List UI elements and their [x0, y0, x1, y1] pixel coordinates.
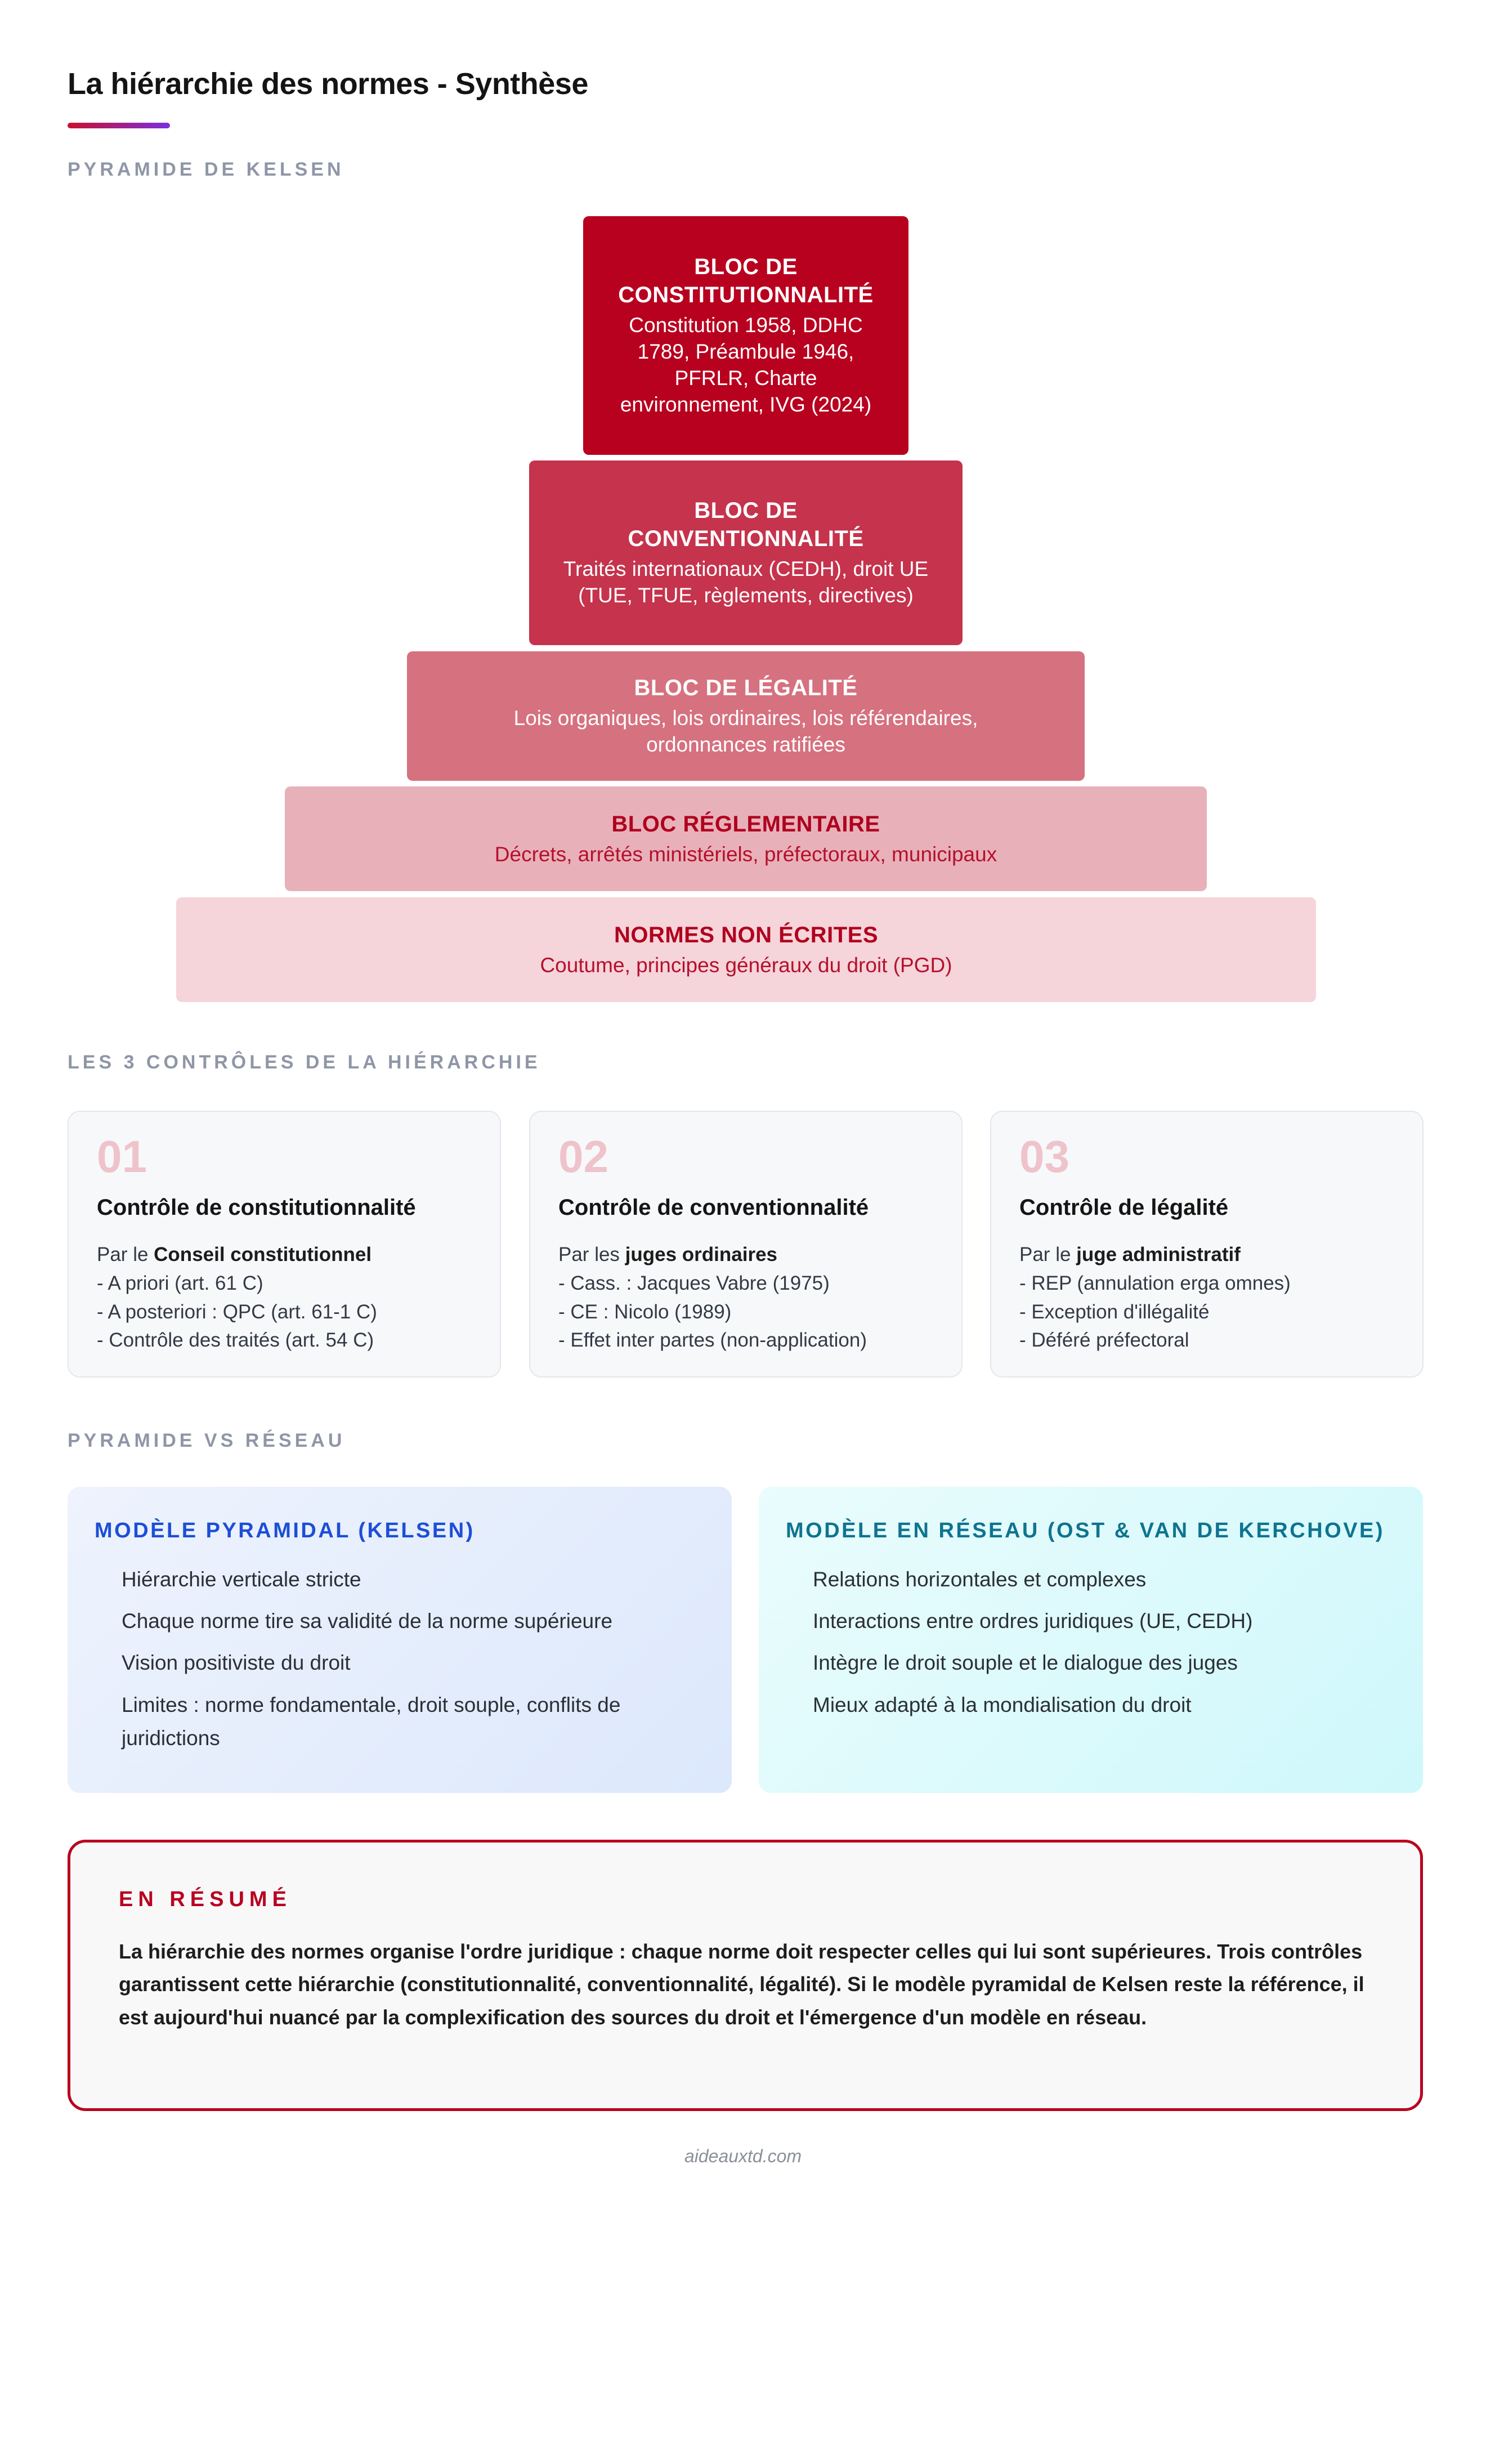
model-list	[786, 1563, 1396, 1721]
card-title: Contrôle de légalité	[1019, 1195, 1229, 1220]
card-intro-bold: juge administratif	[1076, 1244, 1241, 1265]
card-title: Contrôle de constitutionnalité	[97, 1195, 416, 1220]
card-intro-bold: Conseil constitutionnel	[154, 1244, 372, 1265]
card-line: - CE : Nicolo (1989)	[558, 1300, 732, 1323]
model-title: MODÈLE PYRAMIDAL (KELSEN)	[95, 1519, 475, 1542]
section-label-controls: LES 3 CONTRÔLES DE LA HIÉRARCHIE	[68, 1052, 541, 1073]
list-item: Intègre le droit souple et le dialogue des juges	[813, 1651, 1238, 1675]
tier-description: Coutume, principes généraux du droit (PGD)	[540, 953, 952, 977]
card-intro: Par le Conseil constitutionnel	[97, 1244, 372, 1265]
list-item: Interactions entre ordres juridiques (UE, CEDH)	[813, 1609, 1253, 1633]
summary-text: La hiérarchie des normes organise l'ordre juridique : chaque norme doit respecter celles qui lui sont supérieures. Trois contrôles garantissent cette hiérarchie (constitutionnalité, conventionnalité, légalité). Si le modèle pyramidal de Kelsen reste la référence, il est aujourd'hui nuancé par la complexification des sources du droit et l'émergence d'un modèle en réseau.	[119, 1940, 1364, 2029]
model-title: MODÈLE EN RÉSEAU (OST & VAN DE KERCHOVE)	[786, 1519, 1385, 1542]
tier-title: BLOC DE CONVENTIONNALITÉ	[628, 498, 864, 552]
pyramid-tier-non-ecrites	[176, 897, 1316, 1002]
list-item: Relations horizontales et complexes	[813, 1568, 1147, 1591]
card-line: - A priori (art. 61 C)	[97, 1272, 263, 1294]
card-line: - REP (annulation erga omnes)	[1019, 1272, 1291, 1294]
tier-title: NORMES NON ÉCRITES	[614, 922, 879, 947]
card-number: 01	[97, 1132, 147, 1182]
tier-title: BLOC DE CONSTITUTIONNALITÉ	[618, 254, 874, 308]
pyramid-tier-constitutionnalite	[583, 216, 908, 455]
list-item: Vision positiviste du droit	[122, 1651, 351, 1675]
tier-description: Traités internationaux (CEDH), droit UE (TUE, TFUE, règlements, directives)	[563, 557, 929, 607]
card-line: - Exception d'illégalité	[1019, 1300, 1210, 1323]
card-line: - A posteriori : QPC (art. 61-1 C)	[97, 1300, 377, 1323]
list-item: Limites : norme fondamentale, droit souple, conflits de juridictions	[122, 1693, 621, 1750]
tier-description: Constitution 1958, DDHC 1789, Préambule 1946, PFRLR, Charte environnement, IVG (2024)	[620, 314, 872, 416]
tier-description: Décrets, arrêtés ministériels, préfectoraux, municipaux	[494, 842, 997, 866]
tier-title: BLOC RÉGLEMENTAIRE	[611, 811, 880, 837]
model-list	[95, 1563, 705, 1755]
summary-box	[68, 1840, 1423, 2111]
card-number: 02	[558, 1132, 608, 1182]
control-card-legalite	[990, 1111, 1424, 1378]
card-line: - Déféré préfectoral	[1019, 1329, 1189, 1352]
card-intro-bold: juges ordinaires	[625, 1244, 778, 1265]
card-body	[558, 1241, 933, 1355]
list-item: Hiérarchie verticale stricte	[122, 1568, 361, 1591]
section-label-models: PYRAMIDE VS RÉSEAU	[68, 1430, 346, 1451]
list-item: Mieux adapté à la mondialisation du droit	[813, 1693, 1192, 1716]
card-body	[97, 1241, 472, 1355]
tier-title: BLOC DE LÉGALITÉ	[634, 676, 858, 701]
card-intro: Par le juge administratif	[1019, 1244, 1241, 1265]
card-line: - Effet inter partes (non-application)	[558, 1329, 867, 1352]
pyramid-tier-reglementaire	[285, 786, 1207, 891]
page-title: La hiérarchie des normes - Synthèse	[68, 67, 588, 101]
card-number: 03	[1019, 1132, 1069, 1182]
card-body	[1019, 1241, 1394, 1355]
section-label-pyramid: PYRAMIDE DE KELSEN	[68, 159, 344, 180]
control-card-conventionnalite	[529, 1111, 963, 1378]
list-item: Chaque norme tire sa validité de la norme supérieure	[122, 1609, 613, 1633]
title-underline	[68, 123, 170, 128]
tier-description: Lois organiques, lois ordinaires, lois référendaires, ordonnances ratifiées	[513, 706, 978, 756]
card-line: - Cass. : Jacques Vabre (1975)	[558, 1272, 830, 1294]
card-intro: Par les juges ordinaires	[558, 1244, 778, 1265]
card-line: - Contrôle des traités (art. 54 C)	[97, 1329, 374, 1352]
pyramid-tier-conventionnalite	[529, 460, 963, 645]
card-title: Contrôle de conventionnalité	[558, 1195, 869, 1220]
pyramid-tier-legalite	[407, 651, 1085, 781]
control-card-constitutionnalite	[68, 1111, 501, 1378]
summary-title: EN RÉSUMÉ	[119, 1888, 292, 1911]
footer-site: aideauxtd.com	[684, 2146, 802, 2166]
model-card-reseau	[759, 1487, 1423, 1793]
model-card-pyramidal	[68, 1487, 732, 1793]
